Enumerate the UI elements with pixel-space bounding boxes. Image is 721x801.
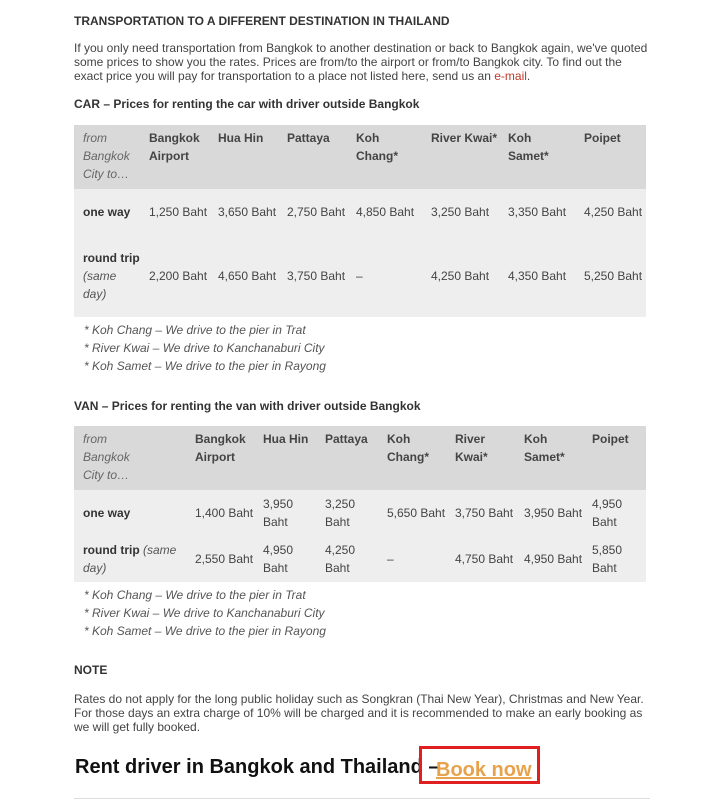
car-price-table	[74, 125, 646, 317]
footnote: * Koh Samet – We drive to the pier in Rayong	[84, 359, 326, 373]
table-row	[74, 189, 646, 235]
price-cell: 4,950 Baht	[592, 497, 623, 529]
van-col-header: Poipet	[592, 432, 629, 446]
price-cell: 1,250 Baht	[149, 205, 208, 219]
price-cell: 3,650 Baht	[218, 205, 277, 219]
van-col-header: Pattaya	[325, 432, 368, 446]
price-cell: 4,850 Baht	[356, 205, 415, 219]
van-price-table	[74, 426, 646, 582]
book-now-link[interactable]: Book now	[436, 759, 532, 781]
price-cell: 4,750 Baht	[455, 552, 514, 566]
footnote: * Koh Chang – We drive to the pier in Trat	[84, 588, 306, 602]
intro-paragraph	[74, 41, 650, 83]
cta-text: Rent driver in Bangkok and Thailand	[75, 756, 423, 778]
row-label: round trip (same day)	[83, 543, 177, 575]
car-col-header: Poipet	[584, 131, 621, 145]
price-cell: 3,750 Baht	[287, 269, 346, 283]
car-col-header: River Kwai*	[431, 131, 498, 145]
price-cell: 3,250 Baht	[431, 205, 490, 219]
row-label: round trip (same day)	[83, 251, 140, 301]
price-cell: 5,650 Baht	[387, 506, 446, 520]
car-col-header: Koh Chang*	[356, 131, 398, 163]
van-header-row	[74, 426, 646, 490]
table-row	[74, 235, 646, 317]
car-heading: CAR – Prices for renting the car with driver outside Bangkok	[74, 97, 420, 111]
car-col-header: Hua Hin	[218, 131, 264, 145]
cta-dash: –	[428, 756, 440, 778]
footnote: * River Kwai – We drive to Kanchanaburi City	[84, 606, 325, 620]
van-col-header: Koh Samet*	[524, 432, 565, 464]
car-header-row	[74, 125, 646, 189]
price-cell: 3,250 Baht	[325, 497, 356, 529]
price-cell: 4,950 Baht	[524, 552, 583, 566]
price-cell: 4,250 Baht	[325, 543, 356, 575]
price-cell: 2,550 Baht	[195, 552, 254, 566]
note-heading: NOTE	[74, 663, 108, 677]
van-col-header: Bangkok Airport	[195, 432, 246, 464]
email-link[interactable]: e-mail	[494, 69, 527, 83]
note-text: Rates do not apply for the long public holiday such as Songkran (Thai New Year), Christmas and New Year. For those days an extra charge of 10% will be charged and it is recommended to make an early booking as we will get fully booked.	[74, 692, 644, 734]
footnote: * Koh Chang – We drive to the pier in Trat	[84, 323, 306, 337]
footnote: * River Kwai – We drive to Kanchanaburi City	[84, 341, 325, 355]
price-cell: 4,250 Baht	[431, 269, 490, 283]
price-cell: 4,250 Baht	[584, 205, 643, 219]
van-col-header: River Kwai*	[455, 432, 488, 464]
van-notes	[84, 586, 326, 640]
footnote: * Koh Samet – We drive to the pier in Rayong	[84, 624, 326, 638]
car-col-header: Pattaya	[287, 131, 330, 145]
car-header-from: from Bangkok City to…	[83, 131, 130, 181]
page-title: TRANSPORTATION TO A DIFFERENT DESTINATION IN THAILAND	[74, 14, 450, 28]
price-cell: –	[387, 552, 394, 566]
car-col-header: Koh Samet*	[508, 131, 549, 163]
intro-text: If you only need transportation from Bangkok to another destination or back to Bangkok again, we've quoted some prices to show you the rates. Prices are from/to the airport or from/to Bangkok city. To find out the exact price you will pay for transportation to a place not listed here, send us an	[74, 41, 648, 83]
van-col-header: Koh Chang*	[387, 432, 429, 464]
price-cell: 1,400 Baht	[195, 506, 254, 520]
price-cell: 3,350 Baht	[508, 205, 567, 219]
van-header-from: from Bangkok City to…	[83, 432, 130, 482]
row-label: one way	[83, 506, 131, 520]
car-notes	[84, 321, 326, 375]
price-cell: 5,850 Baht	[592, 543, 623, 575]
price-cell: 2,750 Baht	[287, 205, 346, 219]
cta-heading	[75, 756, 440, 779]
price-cell: 2,200 Baht	[149, 269, 208, 283]
book-now-highlight	[419, 746, 540, 784]
van-heading: VAN – Prices for renting the van with driver outside Bangkok	[74, 399, 421, 413]
divider	[74, 798, 650, 799]
price-cell: 4,350 Baht	[508, 269, 567, 283]
price-cell: 3,950 Baht	[524, 506, 583, 520]
car-col-header: Bangkok Airport	[149, 131, 200, 163]
intro-end: .	[526, 69, 531, 83]
table-row	[74, 490, 646, 536]
price-cell: –	[356, 269, 363, 283]
price-cell: 3,950 Baht	[263, 497, 294, 529]
price-cell: 4,650 Baht	[218, 269, 277, 283]
price-cell: 3,750 Baht	[455, 506, 514, 520]
table-row	[74, 536, 646, 582]
row-label: one way	[83, 205, 131, 219]
price-cell: 5,250 Baht	[584, 269, 643, 283]
van-col-header: Hua Hin	[263, 432, 309, 446]
price-cell: 4,950 Baht	[263, 543, 294, 575]
